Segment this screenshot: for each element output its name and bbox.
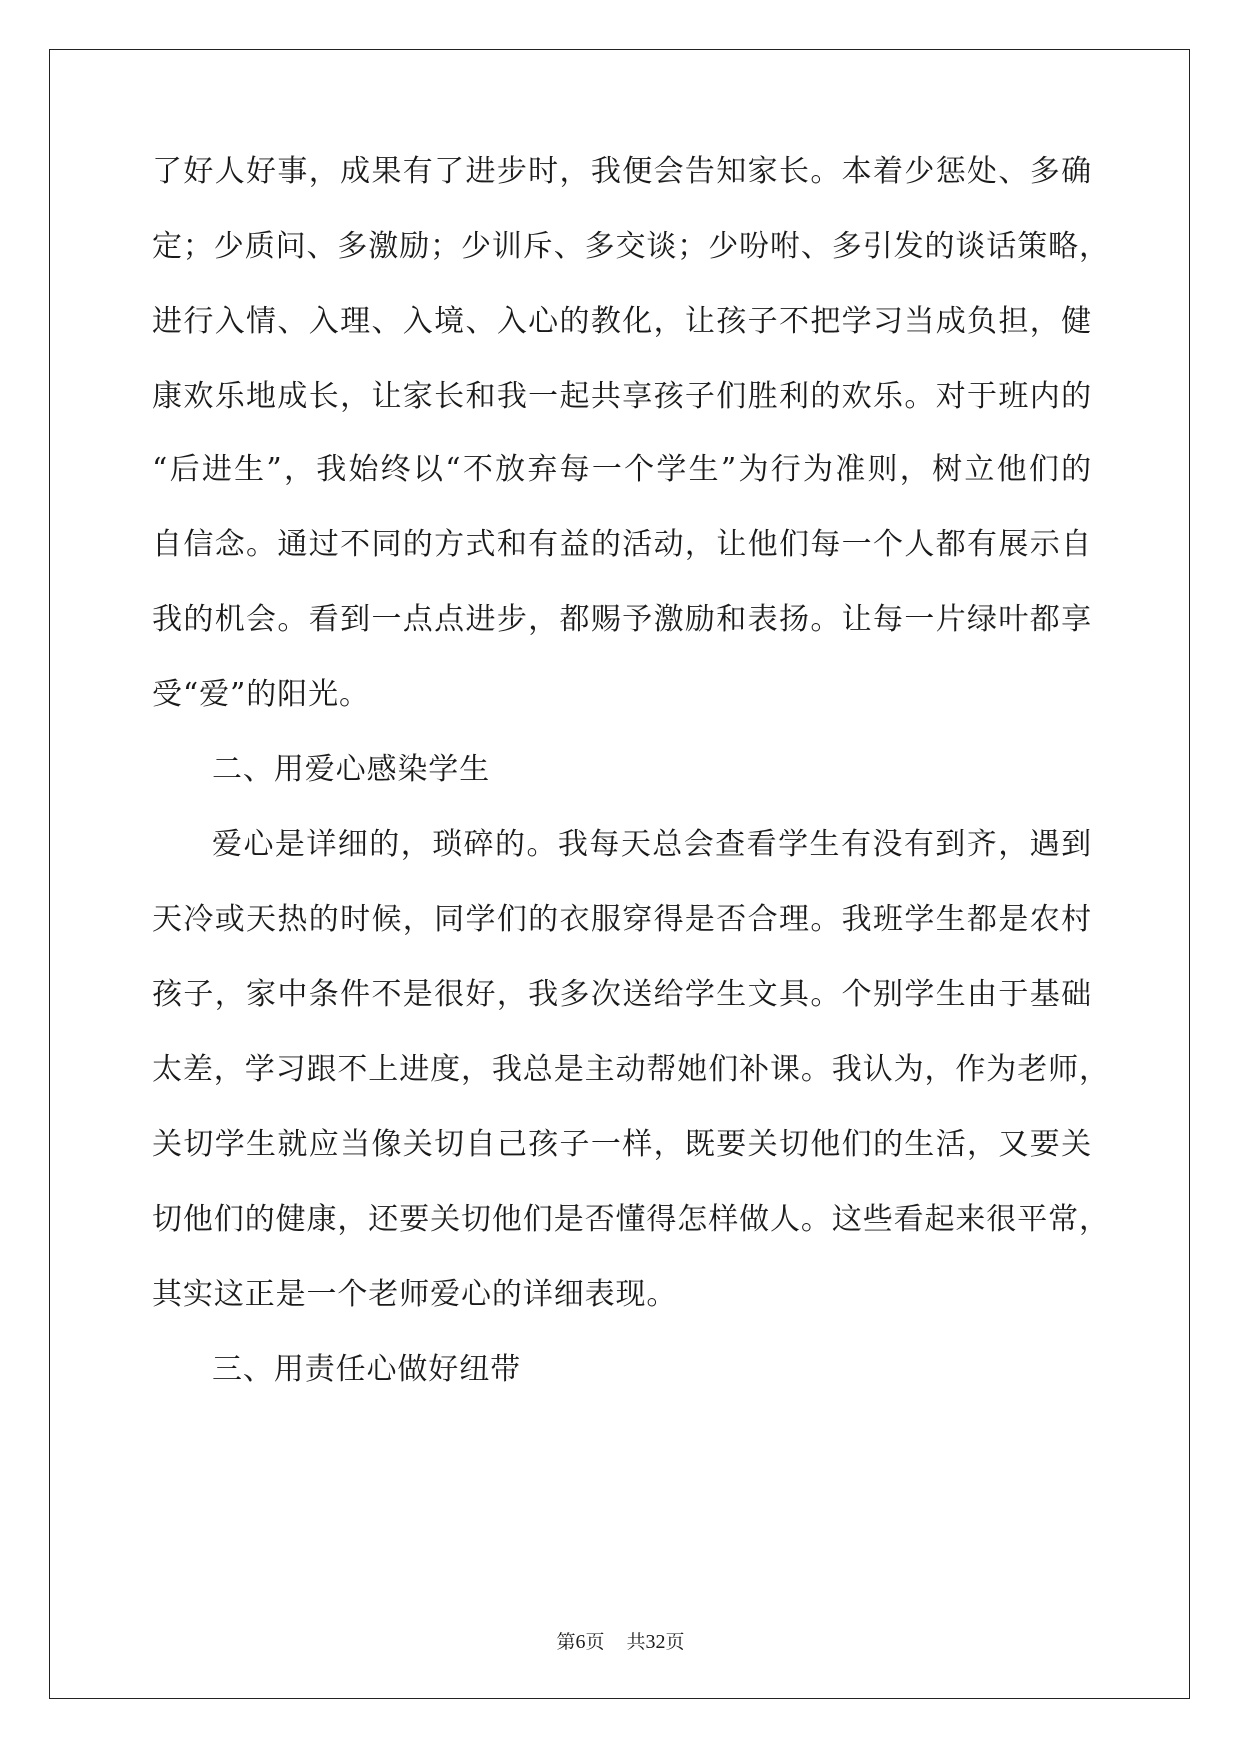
body-line: 关切学生就应当像关切自己孩子一样，既要关切他们的生活，又要关	[152, 1127, 1092, 1162]
body-line: 进行入情、入理、入境、入心的教化，让孩子不把学习当成负担，健	[152, 304, 1092, 339]
page-prefix: 第	[556, 1631, 576, 1653]
page-footer	[0, 1630, 1241, 1654]
body-line: 切他们的健康，还要关切他们是否懂得怎样做人。这些看起来很平常，	[152, 1202, 1110, 1237]
page-border	[49, 49, 1190, 1699]
body-line: 我的机会。看到一点点进步，都赐予激励和表扬。让每一片绿叶都享	[152, 602, 1092, 637]
body-line: 定；少质问、多激励；少训斥、多交谈；少吩咐、多引发的谈话策略，	[152, 229, 1110, 264]
page-suffix: 页	[585, 1631, 605, 1653]
total-prefix: 共	[626, 1631, 646, 1653]
body-line: 自信念。通过不同的方式和有益的活动，让他们每一个人都有展示自	[152, 527, 1092, 562]
body-line-paragraph-start: 爱心是详细的，琐碎的。我每天总会查看学生有没有到齐，遇到	[212, 827, 1092, 862]
section-heading-3: 三、用责任心做好纽带	[212, 1352, 521, 1387]
total-pages: 32	[645, 1631, 666, 1653]
body-line: “后进生”，我始终以“不放弃每一个学生”为行为准则，树立他们的	[152, 452, 1092, 487]
body-line: 康欢乐地成长，让家长和我一起共享孩子们胜利的欢乐。对于班内的	[152, 379, 1092, 414]
body-line: 了好人好事，成果有了进步时，我便会告知家长。本着少惩处、多确	[152, 154, 1092, 189]
body-line: 孩子，家中条件不是很好，我多次送给学生文具。个别学生由于基础	[152, 977, 1092, 1012]
total-suffix: 页	[665, 1631, 685, 1653]
section-heading-2: 二、用爱心感染学生	[212, 752, 491, 787]
body-line: 太差，学习跟不上进度，我总是主动帮她们补课。我认为，作为老师，	[152, 1052, 1110, 1087]
body-line: 天冷或天热的时候，同学们的衣服穿得是否合理。我班学生都是农村	[152, 902, 1092, 937]
body-line-paragraph-end: 受“爱”的阳光。	[152, 677, 370, 712]
body-line-paragraph-end: 其实这正是一个老师爱心的详细表现。	[152, 1277, 678, 1312]
page-number: 6	[575, 1631, 586, 1653]
